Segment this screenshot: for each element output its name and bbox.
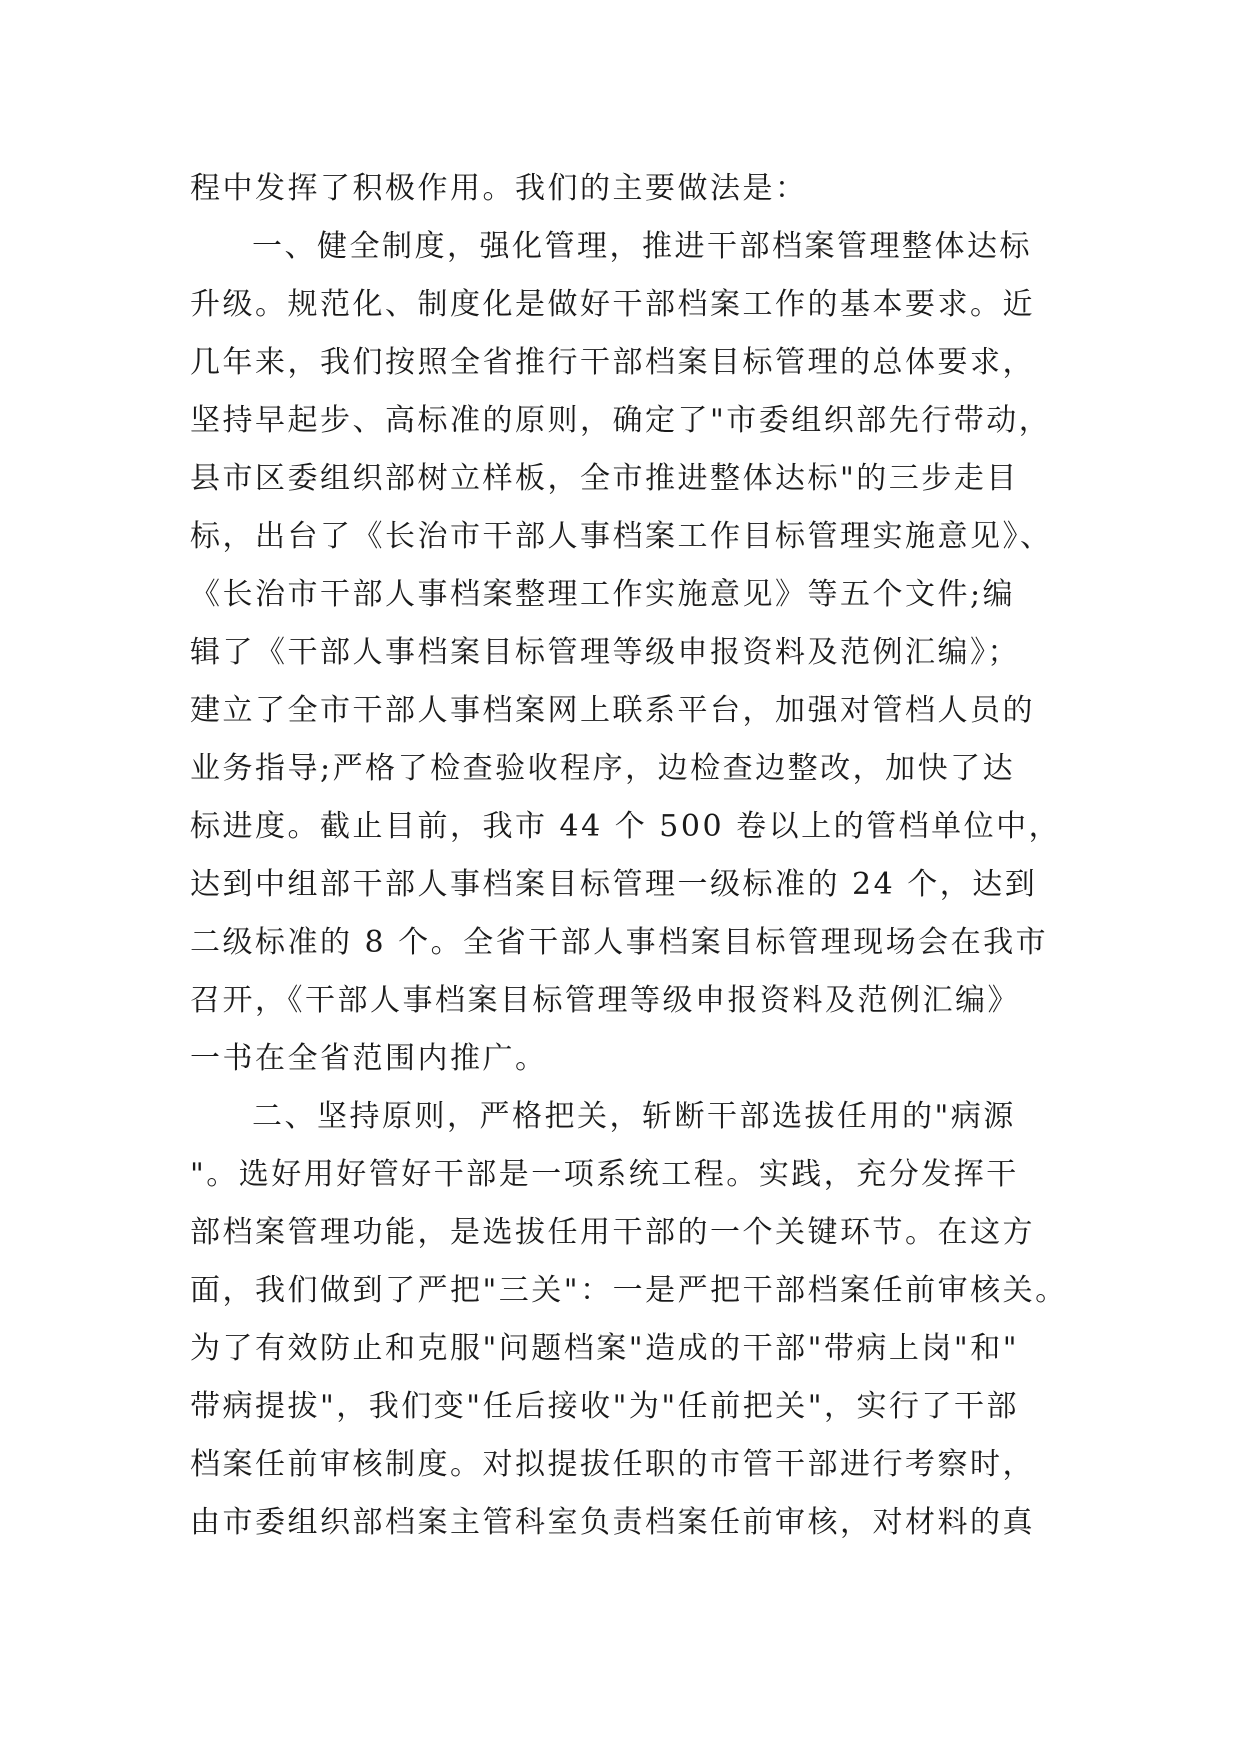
text-line: 辑了《干部人事档案目标管理等级申报资料及范例汇编》； [190,635,1020,670]
text-line: 升级。规范化、制度化是做好干部档案工作的基本要求。近 [190,287,1035,322]
text-line: 为了有效防止和克服"问题档案"造成的干部"带病上岗"和" [190,1331,1019,1366]
body-text [190,160,1068,1552]
text-line: 部档案管理功能，是选拔任用干部的一个关键环节。在这方 [190,1215,1035,1250]
text-line: 业务指导;严格了检查验收程序，边检查边整改，加快了达 [190,751,1016,786]
text-line: 面，我们做到了严把"三关"：一是严把干部档案任前审核关。 [190,1273,1068,1308]
text-line: 达到中组部干部人事档案目标管理一级标准的 24 个，达到 [190,867,1038,902]
text-line: 召开，《干部人事档案目标管理等级申报资料及范例汇编》 [190,983,1020,1018]
text-line: 几年来，我们按照全省推行干部档案目标管理的总体要求， [190,345,1035,380]
text-line: 由市委组织部档案主管科室负责档案任前审核，对材料的真 [190,1505,1035,1540]
paragraph-start-line: 二、坚持原则，严格把关，斩断干部选拔任用的"病源 [252,1099,1016,1134]
text-line: 档案任前审核制度。对拟提拔任职的市管干部进行考察时， [190,1447,1035,1482]
text-line: 标进度。截止目前，我市 44 个 500 卷以上的管档单位中， [190,809,1062,844]
text-line: 标，出台了《长治市干部人事档案工作目标管理实施意见》、 [190,519,1053,554]
text-line: 二级标准的 8 个。全省干部人事档案目标管理现场会在我市 [190,925,1049,960]
text-line: "。选好用好管好干部是一项系统工程。实践，充分发挥干 [190,1157,1019,1192]
text-line: 程中发挥了积极作用。我们的主要做法是： [190,171,808,206]
text-line: 带病提拔"，我们变"任后接收"为"任前把关"，实行了干部 [190,1389,1019,1424]
paragraph-start-line: 一、健全制度，强化管理，推进干部档案管理整体达标 [252,229,1032,264]
text-line: 《长治市干部人事档案整理工作实施意见》等五个文件;编 [190,577,1016,612]
text-line: 坚持早起步、高标准的原则，确定了"市委组织部先行带动， [190,403,1052,438]
text-line: 一书在全省范围内推广。 [190,1041,548,1076]
text-line: 县市区委组织部树立样板，全市推进整体达标"的三步走目 [190,461,1019,496]
text-line: 建立了全市干部人事档案网上联系平台，加强对管档人员的 [190,693,1035,728]
